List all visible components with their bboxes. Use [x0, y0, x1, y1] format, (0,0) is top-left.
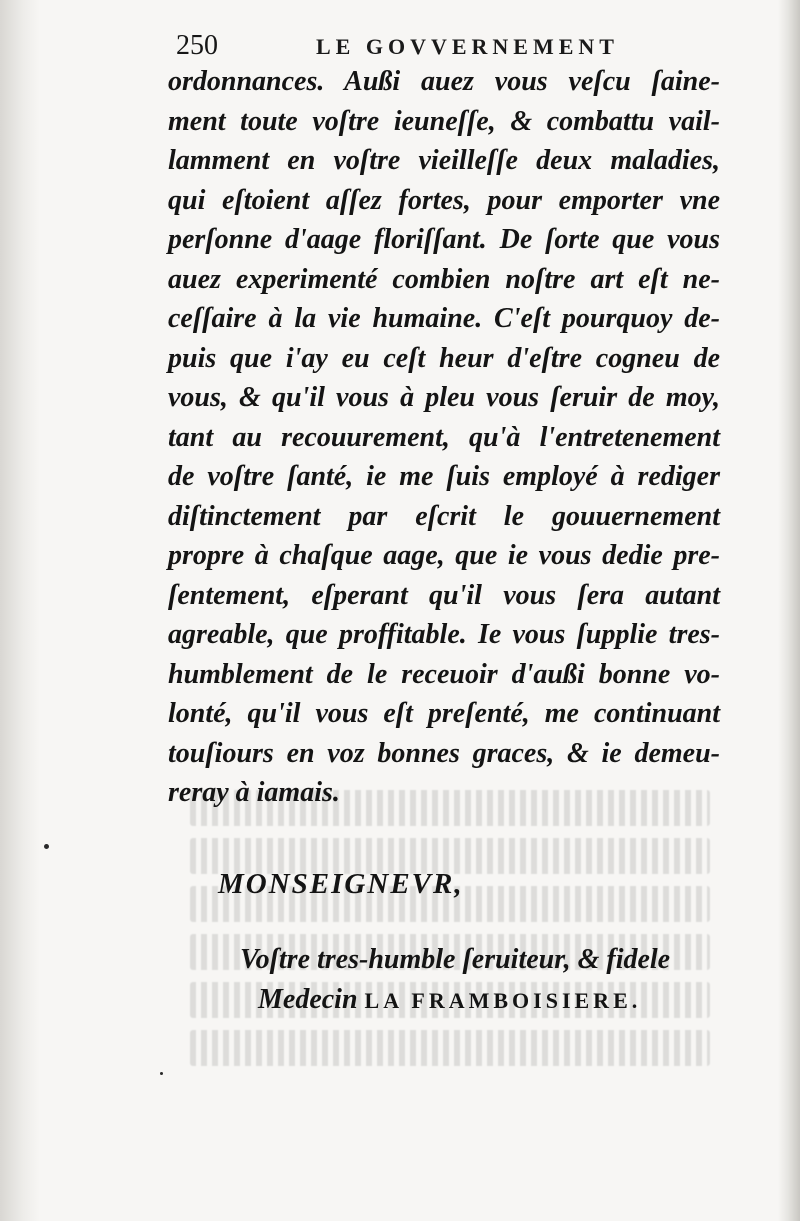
text-line: lamment en voſtre vieilleſſe deux maladies,	[168, 145, 720, 176]
text-line: auez experimenté combien noſtre art eſt ne-	[168, 263, 720, 295]
salutation: MONSEIGNEVR,	[218, 868, 464, 900]
body-text	[168, 62, 720, 813]
ink-speck	[44, 844, 49, 849]
text-line: qui eſtoient aſſez fortes, pour emporter vne	[168, 184, 720, 216]
page-edge	[778, 0, 800, 1221]
text-line: ment toute voſtre ieuneſſe, & combattu vail-	[168, 105, 720, 137]
text-line: propre à chaſque aage, que ie vous dedie pre-	[168, 540, 720, 571]
text-line: reray à iamais.	[168, 777, 340, 808]
ink-speck	[160, 1072, 163, 1075]
text-line: humblement de le receuoir d'außi bonne vo-	[168, 658, 720, 690]
text-line: ceſſaire à la vie humaine. C'eſt pourquoy de-	[168, 303, 720, 334]
show-through-text	[190, 790, 710, 1090]
running-title: LE GOVVERNEMENT	[316, 34, 619, 59]
text-line: perſonne d'aage floriſſant. De ſorte que vous	[168, 224, 720, 255]
text-line: puis que i'ay eu ceſt heur d'eſtre cogneu de	[168, 342, 720, 374]
text-line: vous, & qu'il vous à pleu vous ſeruir de moy,	[168, 382, 720, 413]
text-line: touſiours en voz bonnes graces, & ie demeu-	[168, 737, 720, 769]
signoff: Voſtre tres-humble ſeruiteur, & fidele	[240, 944, 671, 975]
text-line: agreable, que proffitable. Ie vous ſupplie tres-	[168, 619, 720, 650]
text-line: ſentement, eſperant qu'il vous ſera autant	[168, 579, 720, 611]
text-line: ordonnances. Außi auez vous veſcu ſaine-	[168, 66, 720, 97]
gutter-shadow	[0, 0, 40, 1221]
signature-role: Medecin	[258, 984, 358, 1015]
page-header	[176, 30, 716, 64]
text-line: diſtinctement par eſcrit le gouuernement	[168, 500, 720, 532]
signature	[258, 984, 641, 1016]
page-number: 250	[176, 30, 218, 61]
signature-name: LA FRAMBOISIERE.	[364, 988, 642, 1013]
text-line: lonté, qu'il vous eſt preſenté, me continuant	[168, 698, 720, 729]
text-line: tant au recouurement, qu'à l'entretenement	[168, 421, 720, 453]
text-line: de voſtre ſanté, ie me ſuis employé à rediger	[168, 461, 720, 492]
